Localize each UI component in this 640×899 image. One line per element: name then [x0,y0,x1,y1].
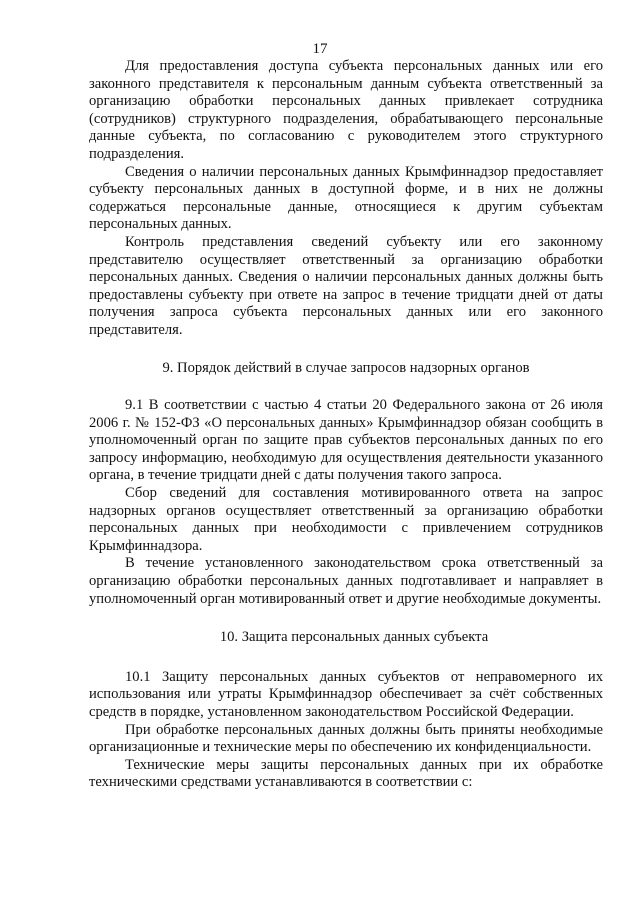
paragraph-9-collection: Сбор сведений для составления мотивированного ответа на запрос надзорных органов осуществляет ответственный за организацию обработки персональных данных при необходимости с привлечением сотрудников Крымфиннадзора. [89,485,603,554]
paragraph-9-1: 9.1 В соответствии с частью 4 статьи 20 Федерального закона от 26 июля 2006 г. № 152-ФЗ «О персональных данных» Крымфиннадзор обязан сообщить в уполномоченный орган по защите прав субъектов персональных данных по его запросу информацию, необходимую для осуществления деятельности указанного органа, в течение тридцати дней с даты получения такого запроса. [89,397,603,484]
page-number: 17 [312,41,328,57]
paragraph-10-measures: При обработке персональных данных должны быть приняты необходимые организационные и технические меры по обеспечению их конфиденциальности. [89,721,603,756]
section-10-heading: 10. Защита персональных данных субъекта [219,629,489,646]
paragraph-control: Контроль представления сведений субъекту или его законному представителю осуществляет ответственный за организацию обработки персональных данных. Сведения о наличии персональных данных должны быть предоставлены субъекту при ответе на запрос в течение тридцати дней от даты получения запроса субъекта персональных данных или его законного представителя. [89,233,603,338]
document-body [89,58,603,792]
paragraph-10-technical: Технические меры защиты персональных данных при их обработке техническими средствами устанавливаются в соответствии с: [89,756,603,791]
section-9-heading: 9. Порядок действий в случае запросов надзорных органов [162,359,530,376]
paragraph-access-procedure: Для предоставления доступа субъекта персональных данных или его законного представителя к персональным данным субъекта ответственный за организацию обработки персональных данных привлекает сотрудника (сотрудников) структурного подразделения, обрабатывающего персональные данные субъекта, по согласованию с руководителем этого структурного подразделения. [89,58,603,162]
paragraph-9-deadline: В течение установленного законодательством срока ответственный за организацию обработки персональных данных подготавливает и направляет в уполномоченный орган мотивированный ответ и другие необходимые документы. [89,555,603,607]
paragraph-information-provision: Сведения о наличии персональных данных Крымфиннадзор предоставляет субъекту персональных данных в доступной форме, и в них не должны содержаться персональные данные, относящиеся к другим субъектам персональных данных. [89,163,603,233]
paragraph-10-1: 10.1 Защиту персональных данных субъектов от неправомерного их использования или утраты Крымфиннадзор обеспечивает за счёт собственных средств в порядке, установленном законодательством Российской Федерации. [89,668,603,720]
